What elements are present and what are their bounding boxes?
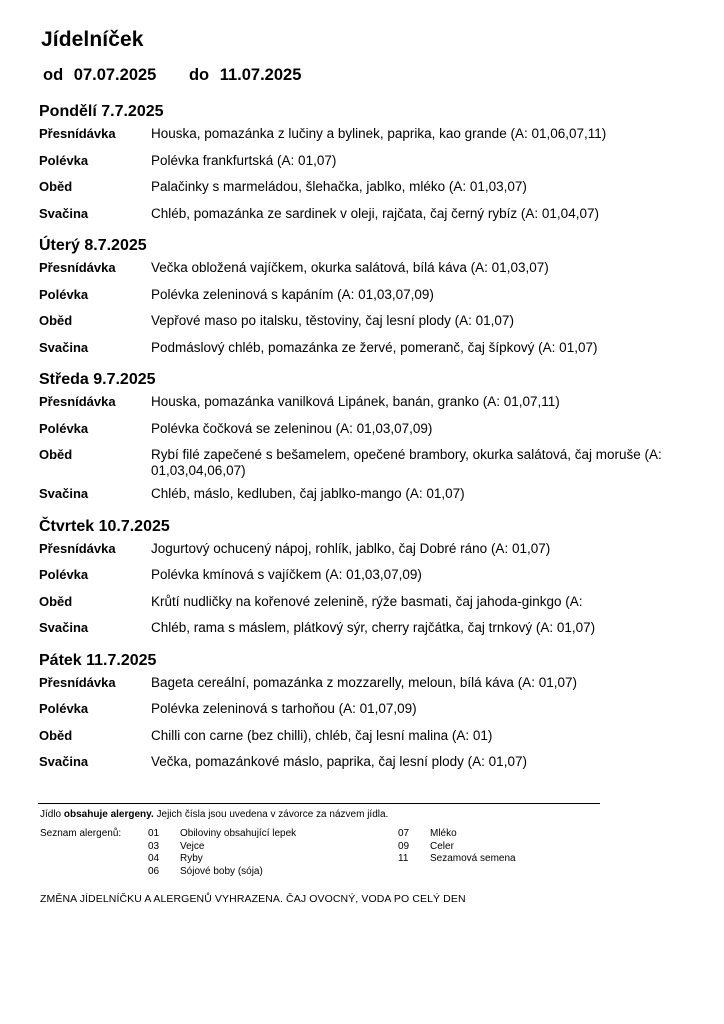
allergen-column <box>398 828 516 866</box>
meal-row <box>39 483 679 510</box>
meal-type: Oběd <box>39 593 73 609</box>
meal-type: Oběd <box>39 447 73 462</box>
allergen-name: Obiloviny obsahující lepek <box>180 828 297 839</box>
allergen-code: 07 <box>398 828 410 839</box>
meal-type: Oběd <box>39 313 73 328</box>
allergen-code: 04 <box>148 853 160 864</box>
day-heading: Pondělí 7.7.2025 <box>39 103 164 120</box>
allergen-code: 09 <box>398 840 410 852</box>
meal-row <box>39 150 679 177</box>
allergen-item <box>148 828 296 841</box>
meal-row <box>39 672 679 699</box>
date-range <box>43 66 301 85</box>
meal-row <box>39 617 679 644</box>
meal-desc: Polévka zeleninová s kapáním (A: 01,03,07,09) <box>151 286 434 302</box>
meal-type: Polévka <box>39 420 89 436</box>
meal-desc: Palačinky s marmeládou, šlehačka, jablko, mléko (A: 01,03,07) <box>151 179 527 194</box>
day-section <box>39 102 679 229</box>
meal-desc: Chléb, pomazánka ze sardinek v oleji, rajčata, čaj černý rybíz (A: 01,04,07) <box>151 205 599 221</box>
note-prefix: Jídlo <box>40 809 64 820</box>
meal-desc: Houska, pomazánka z lučiny a bylinek, paprika, kao grande (A: 01,06,07,11) <box>151 126 607 141</box>
meal-row <box>39 123 679 150</box>
day-heading: Pátek 11.7.2025 <box>39 651 157 669</box>
meal-type: Oběd <box>39 179 73 194</box>
allergen-item <box>398 853 516 866</box>
from-label: od <box>43 66 64 84</box>
allergen-item <box>148 866 296 879</box>
meal-row <box>39 310 679 337</box>
day-heading: Středa 9.7.2025 <box>39 371 156 388</box>
meal-row <box>39 284 679 311</box>
allergen-label: Seznam alergenů: <box>40 828 122 839</box>
meal-type: Oběd <box>39 727 73 743</box>
meal-desc: Chilli con carne (bez chilli), chléb, čaj lesní malina (A: 01) <box>151 727 493 743</box>
meal-row <box>39 698 679 725</box>
meal-type: Přesnídávka <box>39 540 116 556</box>
meal-desc: Polévka frankfurtská (A: 01,07) <box>151 152 337 168</box>
meal-type: Svačina <box>39 205 89 221</box>
page-title: Jídelníček <box>41 28 144 51</box>
allergen-code: 03 <box>148 840 160 852</box>
meal-desc: Večka obložená vajíčkem, okurka salátová, bílá káva (A: 01,03,07) <box>151 260 549 275</box>
note-suffix: Jejich čísla jsou uvedena v závorce za názvem jídla. <box>153 809 389 820</box>
meal-desc: Podmáslový chléb, pomazánka ze žervé, pomeranč, čaj šípkový (A: 01,07) <box>151 339 598 355</box>
day-section <box>39 236 679 363</box>
meal-desc: Polévka kmínová s vajíčkem (A: 01,03,07,09) <box>151 567 422 582</box>
meal-row <box>39 444 679 483</box>
allergen-name: Ryby <box>180 853 203 864</box>
footer-note: ZMĚNA JÍDELNÍČKU A ALERGENŮ VYHRAZENA. ČAJ OVOCNÝ, VODA PO CELÝ DEN <box>40 893 466 905</box>
meal-row <box>39 564 679 591</box>
meal-row <box>39 725 679 752</box>
divider <box>38 803 600 804</box>
allergen-name: Vejce <box>180 840 205 852</box>
meal-desc: Jogurtový ochucený nápoj, rohlík, jablko, čaj Dobré ráno (A: 01,07) <box>151 540 551 556</box>
allergen-name: Mléko <box>430 828 457 839</box>
meal-type: Polévka <box>39 567 89 582</box>
meal-type: Polévka <box>39 701 89 716</box>
meal-desc: Rybí filé zapečené s bešamelem, opečené brambory, okurka salátová, čaj moruše (A: 01,03,04,06,07) <box>151 447 662 478</box>
meal-desc: Polévka zeleninová s tarhoňou (A: 01,07,09) <box>151 701 417 716</box>
meal-type: Polévka <box>39 152 89 168</box>
allergen-item <box>148 841 296 854</box>
meal-row <box>39 751 679 778</box>
meal-row <box>39 591 679 618</box>
allergen-name: Sezamová semena <box>430 853 516 864</box>
allergen-code: 11 <box>398 853 409 864</box>
meal-type: Přesnídávka <box>39 674 116 690</box>
day-section <box>39 370 679 510</box>
meal-type: Přesnídávka <box>39 260 116 275</box>
day-heading: Čtvrtek 10.7.2025 <box>39 517 170 535</box>
note-bold: obsahuje alergeny. <box>63 809 154 820</box>
allergen-name: Celer <box>430 840 454 852</box>
meal-row <box>39 203 679 230</box>
meal-row <box>39 257 679 284</box>
meal-type: Přesnídávka <box>39 126 116 141</box>
allergen-name: Sójové boby (sója) <box>180 865 263 877</box>
meal-desc: Houska, pomazánka vanilková Lipánek, banán, granko (A: 01,07,11) <box>151 394 560 409</box>
meal-desc: Chléb, máslo, kedluben, čaj jablko-mango (A: 01,07) <box>151 486 465 501</box>
meal-row <box>39 418 679 445</box>
meal-type: Polévka <box>39 286 89 302</box>
meal-desc: Bageta cereální, pomazánka z mozzarelly, meloun, bílá káva (A: 01,07) <box>151 674 577 690</box>
meal-type: Svačina <box>39 486 89 501</box>
allergen-item <box>398 828 516 841</box>
meal-desc: Polévka čočková se zeleninou (A: 01,03,07,09) <box>151 420 433 436</box>
allergen-code: 06 <box>148 865 160 877</box>
meal-type: Svačina <box>39 754 89 769</box>
allergen-note <box>40 809 388 820</box>
allergen-item <box>398 841 516 854</box>
meal-type: Svačina <box>39 339 89 355</box>
allergen-item <box>148 853 296 866</box>
meal-desc: Večka, pomazánkové máslo, paprika, čaj lesní plody (A: 01,07) <box>151 754 527 769</box>
meal-desc: Chléb, rama s máslem, plátkový sýr, cherry rajčátka, čaj trnkový (A: 01,07) <box>151 620 596 635</box>
day-section <box>39 517 679 644</box>
day-section <box>39 651 679 778</box>
allergen-column <box>148 828 296 878</box>
meal-row <box>39 538 679 565</box>
meal-row <box>39 176 679 203</box>
meal-desc: Krůtí nudličky na kořenové zelenině, rýže basmati, čaj jahoda-ginkgo (A: <box>151 593 583 609</box>
meal-desc: Vepřové maso po italsku, těstoviny, čaj lesní plody (A: 01,07) <box>151 313 514 328</box>
meal-type: Přesnídávka <box>39 394 116 409</box>
allergen-code: 01 <box>148 828 160 839</box>
to-label: do <box>188 66 210 84</box>
days-list <box>39 102 679 785</box>
meal-row <box>39 337 679 364</box>
to-date: 11.07.2025 <box>219 66 302 84</box>
meal-row <box>39 391 679 418</box>
meal-type: Svačina <box>39 620 89 635</box>
from-date: 07.07.2025 <box>73 66 157 84</box>
day-heading: Úterý 8.7.2025 <box>39 237 147 254</box>
